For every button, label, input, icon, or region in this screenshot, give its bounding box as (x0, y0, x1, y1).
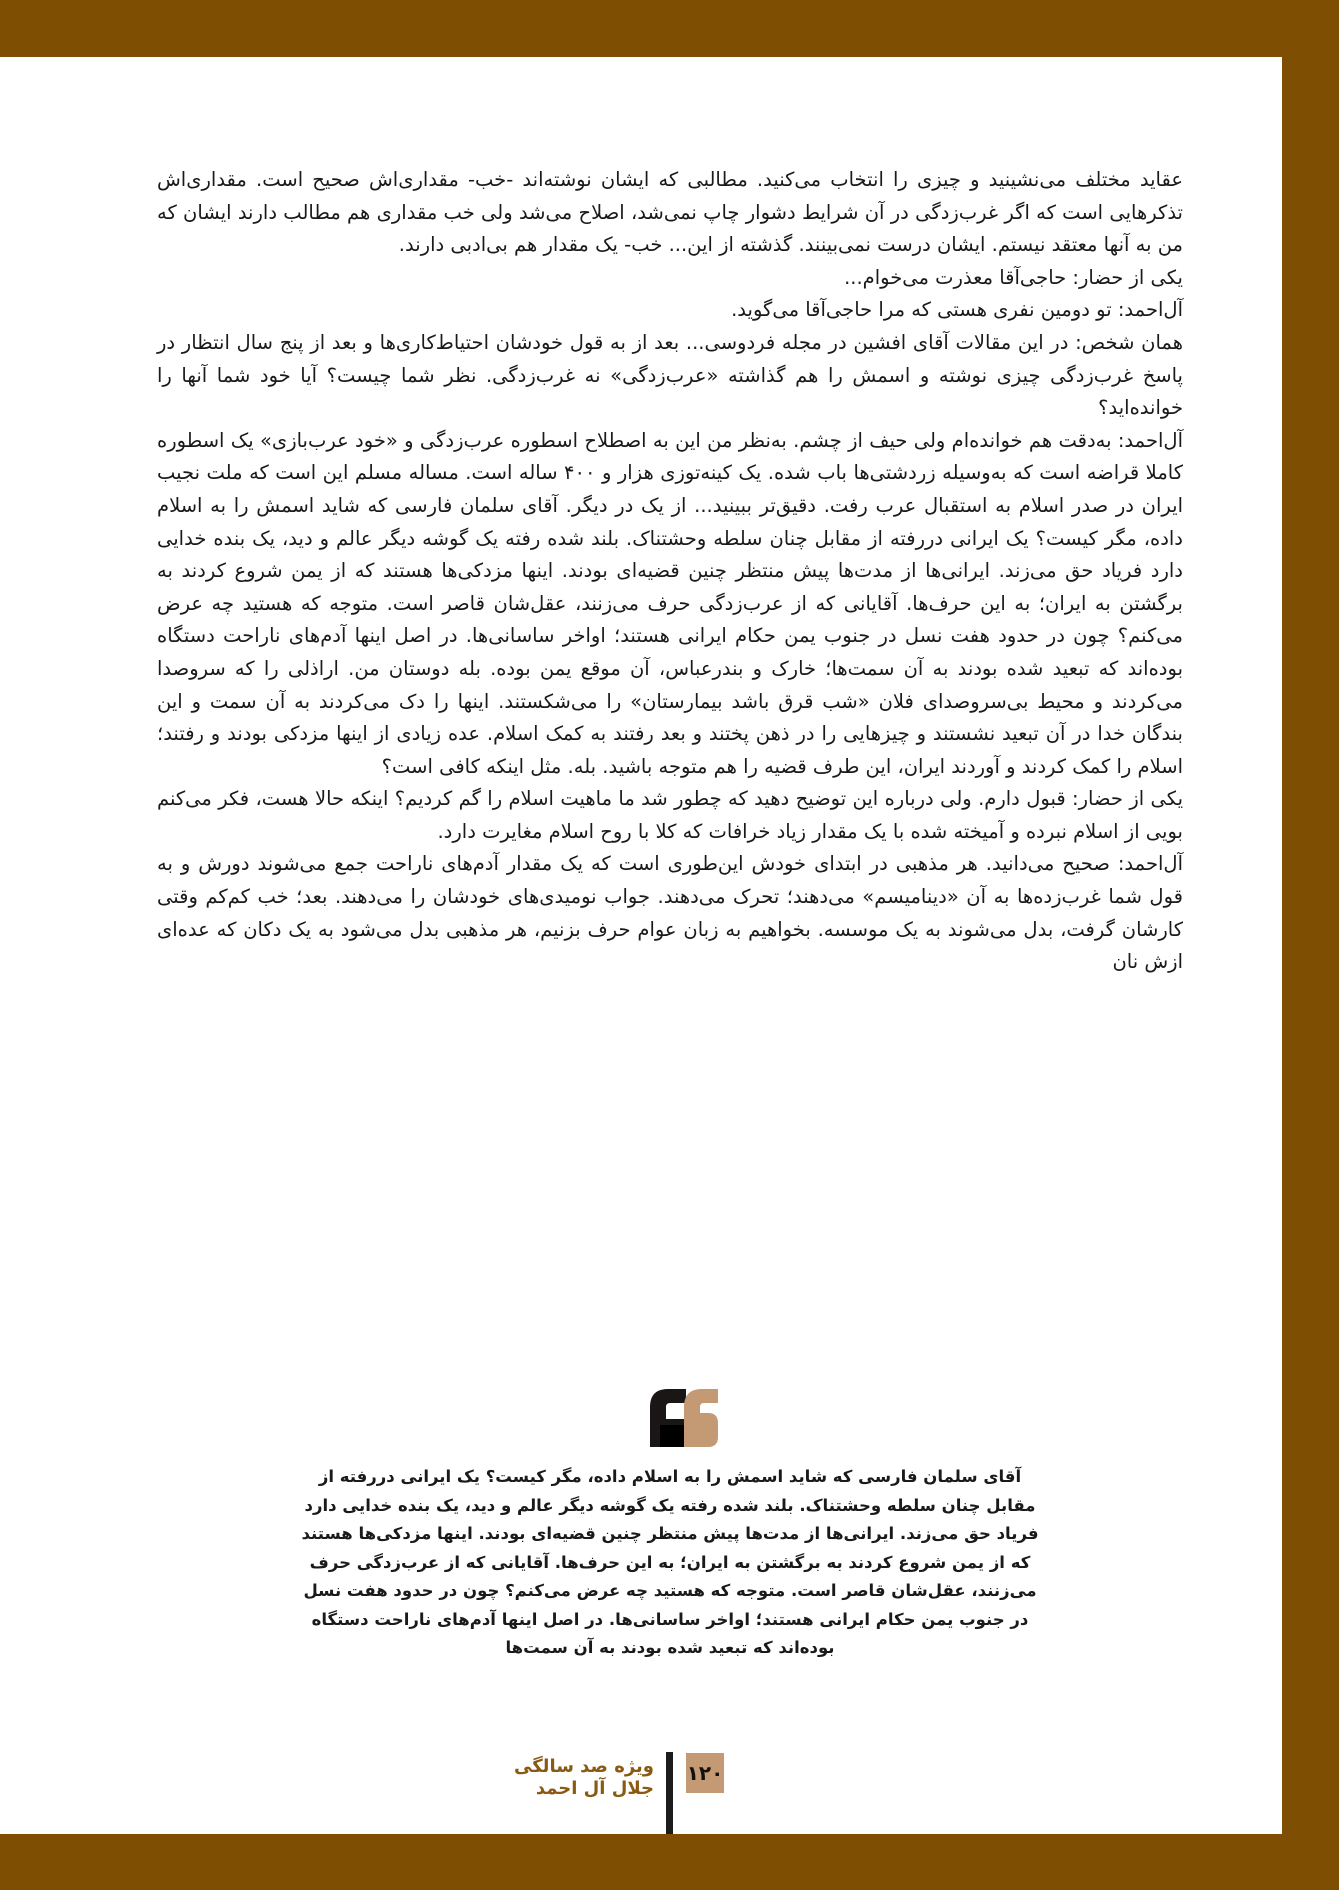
paragraph: آل‌احمد: تو دومین نفری هستی که مرا حاجی‌آقا می‌گوید. (731, 298, 1183, 322)
paragraph: یکی از حضار: قبول دارم. ولی درباره این توضیح دهید که چطور شد ما ماهیت اسلام را گم کردیم؟ اینکه حالا هست، فکر می‌کنم بویی از اسلام نبرده و آمیخته شده با یک مقدار زیاد خرافات که کلا با روح اسلام مغایرت دارد. (157, 787, 1183, 843)
page-frame-bottom (0, 1834, 1339, 1890)
page-frame-top (0, 0, 1339, 57)
quote-marks-icon (650, 1389, 718, 1447)
page-frame-right (1282, 0, 1339, 1890)
footer-divider (666, 1752, 673, 1834)
footer-title-line1: ویژه صد سالگی (514, 1756, 654, 1777)
paragraph: آل‌احمد: صحیح می‌دانید. هر مذهبی در ابتدای خودش این‌طوری است که یک مقدار آدم‌های ناراحت جمع می‌شوند دورش و به قول شما غرب‌زده‌ها به آن «دینامیسم» می‌دهند؛ تحرک می‌دهند. جواب نومیدی‌های خودشان را می‌دهند. بعد؛ خب کم‌کم وقتی کارشان گرفت، بدل می‌شوند به یک موسسه. بخواهیم به زبان عوام حرف بزنیم، هر مذهبی بدل می‌شود به یک دکان که عده‌ای ازش نان (157, 852, 1183, 974)
footer-title-line2: جلال آل احمد (535, 1778, 654, 1799)
paragraph: یکی از حضار: حاجی‌آقا معذرت می‌خوام... (844, 265, 1183, 289)
footer-title (480, 1756, 654, 1800)
paragraph: همان شخص: در این مقالات آقای افشین در مجله فردوسی... بعد از به قول خودشان احتیاط‌کاری‌ها و بعد از پنج سال انتظار در پاسخ غرب‌زدگی چیزی نوشته و اسمش را هم گذاشته «عرب‌زدگی» نه غرب‌زدگی. نظر شما چیست؟ آیا خود شما آنها را خوانده‌اید؟ (157, 330, 1183, 420)
paragraph: عقاید مختلف می‌نشینید و چیزی را انتخاب می‌کنید. مطالبی که ایشان نوشته‌اند -خب- مقداری‌اش صحیح است. مقداری‌اش تذکرهایی است که اگر غرب‌زدگی در آن شرایط دشوار چاپ نمی‌شد، اصلاح می‌شد ولی خب مقداری هم مطالب دارند ایشان که من به آنها معتقد نیستم. ایشان درست نمی‌بینند. گذشته از این... خب- یک مقدار هم بی‌ادبی دارند. (157, 168, 1183, 257)
pull-quote: آقای سلمان فارسی که شاید اسمش را به اسلام داده، مگر کیست؟ یک ایرانی دررفته از مقابل چنان سلطه وحشتناک. بلند شده رفته یک گوشه دیگر عالم و دید، یک بنده خدایی دارد فریاد حق می‌زند. ایرانی‌ها از مدت‌ها پیش منتظر چنین قضیه‌ای بودند. اینها مزدکی‌ها هستند که از یمن شروع کردند به برگشتن به ایران؛ به این حرف‌ها. آقایانی که از عرب‌زدگی حرف می‌زنند، عقل‌شان قاصر است. متوجه که هستید چه عرض می‌کنم؟ چون در حدود هفت نسل در جنوب یمن حکام ایرانی هستند؛ اواخر ساسانی‌ها. در اصل اینها آدم‌های ناراحت دستگاه بوده‌اند که تبعید شده بودند به آن سمت‌ها (301, 1467, 1039, 1657)
paragraph: آل‌احمد: به‌دقت هم خوانده‌ام ولی حیف از چشم. به‌نظر من این به اصطلاح اسطوره عرب‌زدگی و «خود عرب‌بازی» یک اسطوره کاملا قراضه است که به‌وسیله زردشتی‌ها باب شده. یک کینه‌توزی هزار و ۴۰۰ ساله است. مساله مسلم این است که ملت نجیب ایران در صدر اسلام به استقبال عرب رفت. دقیق‌تر ببینید... از یک در دیگر. آقای سلمان فارسی که شاید اسمش را به اسلام داده، مگر کیست؟ یک ایرانی دررفته از مقابل چنان سلطه وحشتناک. بلند شده رفته یک گوشه دیگر عالم و دید، یک بنده خدایی دارد فریاد حق می‌زند. ایرانی‌ها از مدت‌ها پیش منتظر چنین قضیه‌ای بودند. اینها مزدکی‌ها هستند که از یمن شروع کردند به برگشتن به ایران؛ به این حرف‌ها. آقایانی که از عرب‌زدگی حرف می‌زنند، عقل‌شان قاصر است. متوجه که هستید چه عرض می‌کنم؟ چون در حدود هفت نسل در جنوب یمن حکام ایرانی هستند؛ اواخر ساسانی‌ها. در اصل اینها آدم‌های ناراحت دستگاه بوده‌اند که تبعید شده بودند به آن سمت‌ها؛ خارک و بندرعباس، آن موقع یمن بوده. بله دوستان من. اراذلی را که سروصدا می‌کردند و محیط بی‌سروصدای فلان «شب قرق باشد بیمارستان» را می‌شکستند. اینها را دک می‌کردند به آن سمت و این بندگان خدا در آن تبعید نشستند و چیزهایی را در ذهن پختند و بعد رفتند به کمک اسلام. عده زیادی از اینها مزدکی بودند و رفتند؛ اسلام را کمک کردند و آوردند ایران، این طرف قضیه را هم متوجه باشید. بله. مثل اینکه کافی است؟ (157, 428, 1183, 778)
article-body (157, 164, 1183, 979)
page-number: ۱۲۰ (686, 1753, 724, 1793)
